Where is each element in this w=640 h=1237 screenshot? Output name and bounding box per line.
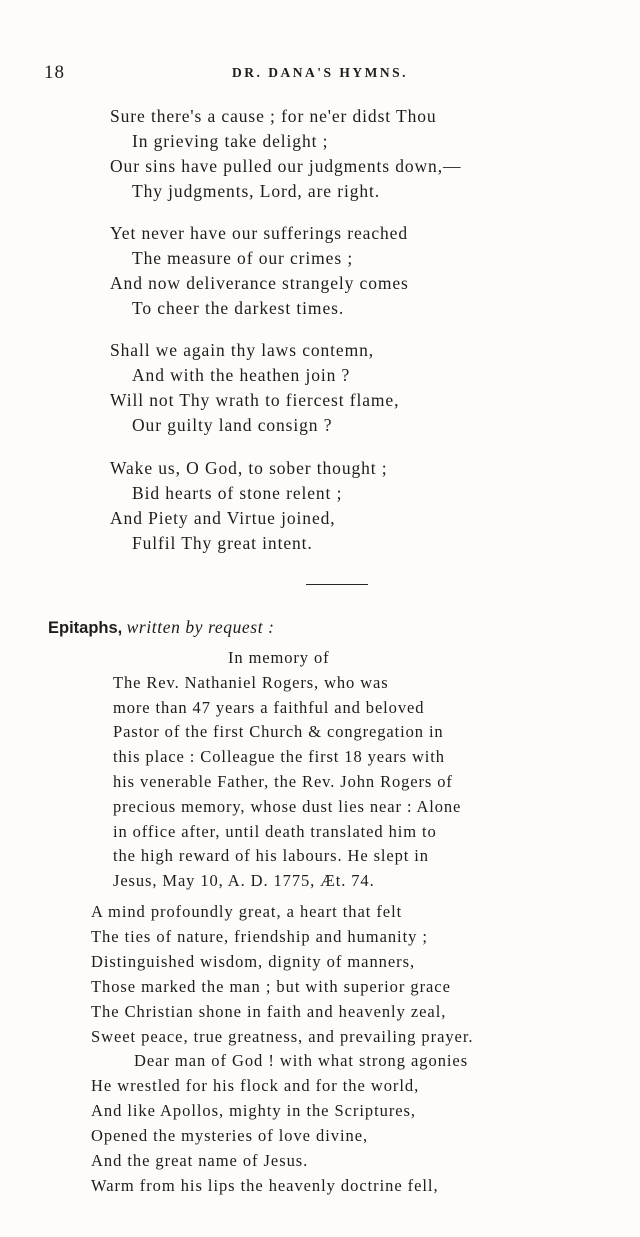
- stanza-line: Our guilty land consign ?: [132, 415, 333, 435]
- verse-line: Distinguished wisdom, dignity of manners,: [91, 951, 416, 971]
- verse-line: He wrestled for his flock and for the world,: [91, 1076, 420, 1096]
- memorial-line: Pastor of the first Church & congregation in: [113, 722, 444, 742]
- epitaphs-title: Epitaphs,: [48, 619, 123, 637]
- stanza-line: Sure there's a cause ; for ne'er didst Thou: [110, 106, 437, 126]
- epitaphs-heading: [48, 617, 275, 638]
- stanza-line: And Piety and Virtue joined,: [110, 508, 336, 528]
- verse-line: Sweet peace, true greatness, and prevailing prayer.: [91, 1026, 474, 1046]
- memorial-line: precious memory, whose dust lies near : Alone: [113, 796, 462, 816]
- stanza-line: Fulfil Thy great intent.: [132, 533, 313, 553]
- stanza-1: [110, 104, 590, 204]
- stanza-line: Yet never have our sufferings reached: [110, 223, 408, 243]
- stanza-2: [110, 221, 590, 321]
- verse-line: Dear man of God ! with what strong agonies: [134, 1051, 469, 1071]
- verse-line: And like Apollos, mighty in the Scriptures,: [91, 1101, 416, 1121]
- stanza-line: In grieving take delight ;: [132, 131, 329, 151]
- verse-line: The ties of nature, friendship and humanity ;: [91, 926, 428, 946]
- epitaph-verse: [91, 900, 621, 1199]
- stanza-4: [110, 456, 590, 556]
- section-divider: [306, 584, 368, 585]
- verse-line: Opened the mysteries of love divine,: [91, 1126, 369, 1146]
- stanza-line: The measure of our crimes ;: [132, 248, 354, 268]
- memorial-line: Jesus, May 10, A. D. 1775, Æt. 74.: [113, 871, 375, 891]
- page-number: 18: [44, 62, 65, 83]
- memorial-line: The Rev. Nathaniel Rogers, who was: [113, 672, 389, 692]
- verse-line: The Christian shone in faith and heavenly zeal,: [91, 1001, 447, 1021]
- verse-line: A mind profoundly great, a heart that felt: [91, 902, 403, 921]
- stanza-line: Wake us, O God, to sober thought ;: [110, 458, 388, 478]
- memorial-line: the high reward of his labours. He slept in: [113, 846, 429, 866]
- stanza-line: Bid hearts of stone relent ;: [132, 483, 343, 503]
- stanza-line: And now deliverance strangely comes: [110, 273, 409, 293]
- memorial-line: more than 47 years a faithful and beloved: [113, 697, 425, 717]
- stanza-line: And with the heathen join ?: [132, 365, 351, 385]
- memorial-line: In memory of: [228, 648, 330, 667]
- memorial-line: his venerable Father, the Rev. John Rogers of: [113, 771, 453, 791]
- stanza-line: Will not Thy wrath to fiercest flame,: [110, 390, 400, 410]
- memorial-inscription: [113, 646, 593, 894]
- memorial-line: this place : Colleague the first 18 years with: [113, 747, 445, 767]
- memorial-line: in office after, until death translated him to: [113, 821, 437, 841]
- stanza-line: To cheer the darkest times.: [132, 298, 345, 318]
- stanza-line: Shall we again thy laws contemn,: [110, 340, 375, 360]
- stanza-line: Thy judgments, Lord, are right.: [132, 181, 381, 201]
- epitaphs-subtitle: written by request :: [126, 617, 275, 637]
- verse-line: Those marked the man ; but with superior grace: [91, 976, 451, 996]
- stanza-line: Our sins have pulled our judgments down,—: [110, 156, 462, 176]
- verse-line: Warm from his lips the heavenly doctrine fell,: [91, 1175, 439, 1195]
- running-head: DR. DANA'S HYMNS.: [231, 65, 408, 80]
- verse-line: And the great name of Jesus.: [91, 1151, 309, 1171]
- page-header: [44, 62, 596, 86]
- stanza-3: [110, 338, 590, 438]
